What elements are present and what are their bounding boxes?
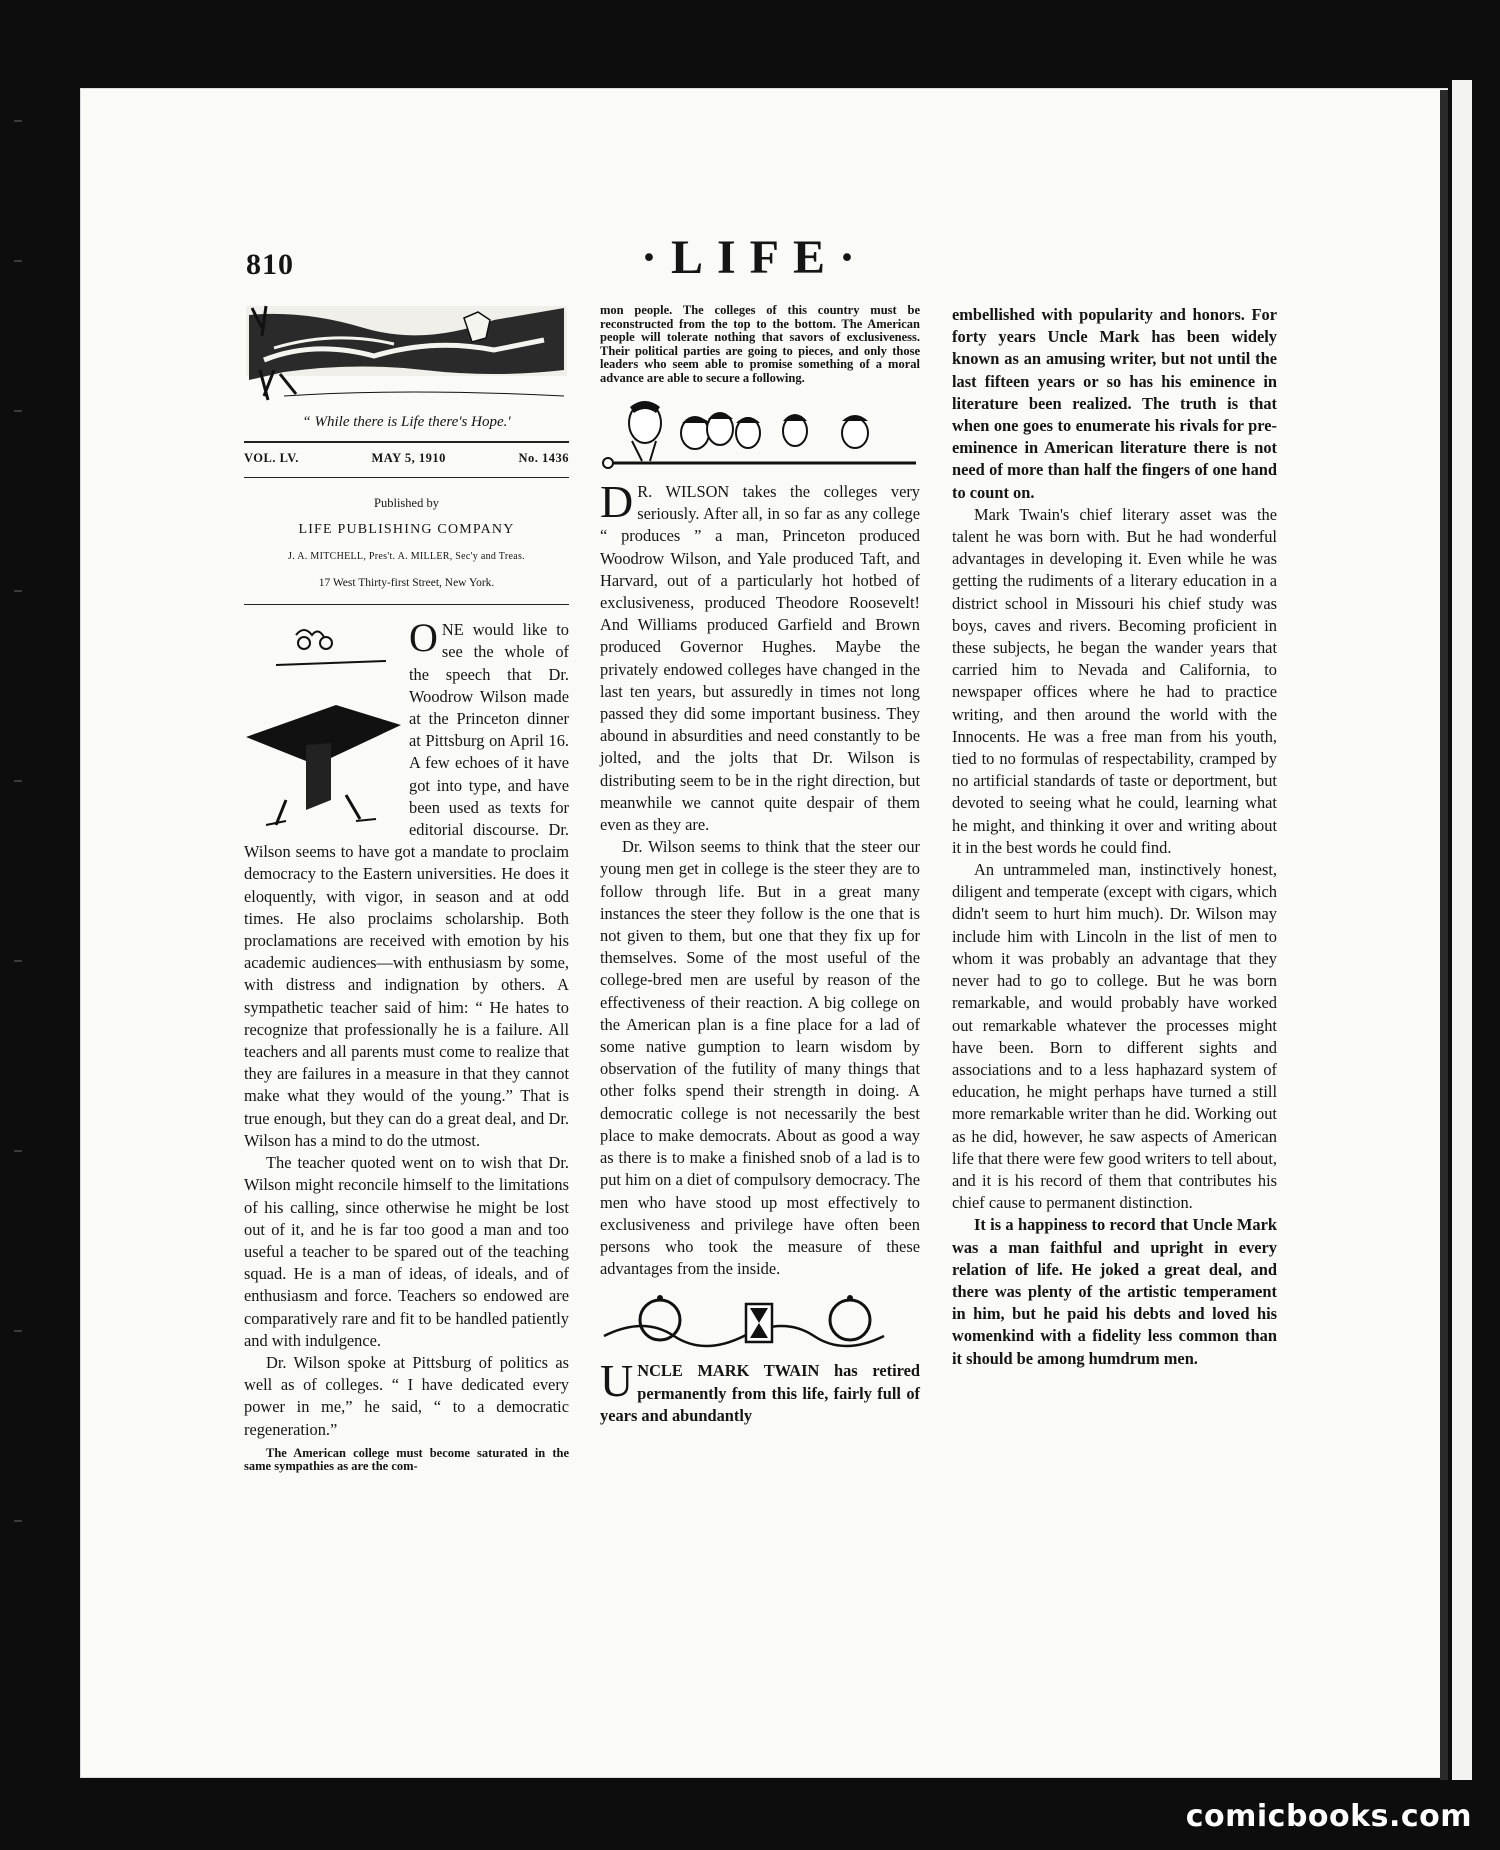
drop-cap: U xyxy=(600,1355,634,1407)
article-paragraph: The teacher quoted went on to wish that Dr. Wilson might reconcile himself to the limitations of his calling, since otherwise he might be lost out of it, and he is far too good a man and too useful a teacher to be spared out of the teaching squad. He is a man of ideas, of ideals, and of enthusiasm and force. Teachers so endowed are comparatively rare and fit to be handled patiently and with indulgence. xyxy=(244,1153,569,1350)
drop-cap: D xyxy=(600,476,634,527)
article-paragraph: Dr. Wilson spoke at Pittsburg of politics as well as of colleges. “ I have dedicated every power in me,” he said, “ to a democratic regeneration.” xyxy=(244,1352,569,1439)
issue-line xyxy=(244,447,569,469)
publisher-name: LIFE PUBLISHING COMPANY xyxy=(298,521,515,537)
publisher-officers: J. A. MITCHELL, Pres't. A. MILLER, Sec'y and Treas. xyxy=(288,550,525,562)
site-watermark: comicbooks.com xyxy=(1185,1799,1472,1834)
volume-label: VOL. LV. xyxy=(244,451,299,466)
masthead-title: ·LIFE· xyxy=(640,231,870,284)
article-paragraph: NCLE MARK TWAIN has retired permanently from this life, fairly full of years and abundantly xyxy=(600,1361,920,1425)
column-3 xyxy=(952,304,1277,1370)
publisher-block xyxy=(244,492,569,605)
editorial-lead xyxy=(244,615,569,1152)
article-paragraph: embellished with popularity and honors. For forty years Uncle Mark has been widely known as an amusing writer, but not until the last fifteen years or so has his eminence in literature been realized. The truth is that when one goes to enumerate his rivals for pre-eminence in American literature there is not need of more than half the fingers of one hand to count on. xyxy=(952,305,1277,502)
article-paragraph: Dr. Wilson seems to think that the steer our young men get in college is the steer they are to follow through life. But in a great many instances the steer they follow is the one that is not given to them, but one that they fix up for themselves. Some of the most useful of the college-bred men are useful by reason of the effectiveness of their reaction. A big college on the American plan is a fine place for a lad of some native gumption to learn wisdom by observation of the futility of many things that other folks spend their strength in doing. A democratic college is not necessarily the best place to make democrats. About as good a way as there is to make a finished snob of a lad is to put him on a diet of compulsory democracy. The men who have stood up most effectively to exclusiveness and privilege have often been persons who took the measure of these advantages from the inside. xyxy=(600,837,920,1279)
article-paragraph: NE would like to see the whole of the speech that Dr. Woodrow Wilson made at the Princeton dinner at Pittsburg on April 16. A few echoes of it have got into type, and have been used as texts for editorial discourse. Dr. Wilson seems to have got a mandate to proclaim democracy to the Eastern universities. He does it eloquently, with vigor, in season and at odd times. He also proclaims scholarship. Both proclamations are received with emotion by his academic audiences—with enthusiasm by some, with distress and indignation by others. A sympathetic teacher said of him: “ He hates to recognize that professionally he is a failure. All teachers and all parents must come to realize that they are failures in a measure in that they cannot make what they would of the young.” That is true enough, but they can do a great deal, and Dr. Wilson has a mind to do the utmost. xyxy=(244,620,569,1150)
publisher-address: 17 West Thirty-first Street, New York. xyxy=(318,577,495,590)
rule xyxy=(244,604,569,605)
wreath-hourglass-ornament xyxy=(600,1290,920,1354)
small-print-text: The American college must become saturated in the same sympathies as are the com- xyxy=(244,1445,569,1474)
mortarboard-illustration xyxy=(236,625,401,835)
published-by: Published by xyxy=(374,496,439,511)
masthead-illustration xyxy=(244,300,569,405)
small-print-text: mon people. The colleges of this country must be reconstructed from the top to the bottom. The American people will tolerate nothing that savors of exclusiveness. Their political parties are going to pieces, and only those leaders who seem able to promise something of a moral advance are able to secure a following. xyxy=(600,303,920,385)
caricature-heads-illustration xyxy=(600,393,920,475)
issue-date: MAY 5, 1910 xyxy=(371,451,446,466)
small-print-paragraph xyxy=(600,304,920,385)
editorial-mark-twain xyxy=(600,1355,920,1427)
article-paragraph: R. WILSON takes the colleges very seriously. After all, in so far as any college “ produces ” a man, Princeton produced Woodrow Wilson, and Yale produced Taft, and Harvard, out of a particularly hot hotbed of exclusiveness, produced Theodore Roosevelt! And Williams produced Garfield and Brown produced Governor Hughes. Maybe the privately endowed colleges have changed in the last ten years, but assuredly in times not long passed they did some important business. They abound in absurdities and need constantly to be jolted, and the jolts that Dr. Wilson is distributing seem to be in the right direction, but meanwhile we cannot quite despair of them even as they are. xyxy=(600,482,920,835)
article-paragraph: It is a happiness to record that Uncle Mark was a man faithful and upright in every relation of life. He joked a great deal, and there was plenty of the artistic temperament in him, but he paid his debts and loved his womenkind with a fidelity less common than it should be among humdrum men. xyxy=(952,1215,1277,1368)
binding-gutter xyxy=(1440,90,1448,1780)
issue-number: No. 1436 xyxy=(518,451,569,466)
scan-edge-marks xyxy=(0,0,60,1850)
facing-page-edge xyxy=(1452,80,1472,1780)
article-paragraph: An untrammeled man, instinctively honest, diligent and temperate (except with cigars, which didn't seem to hurt him much). Dr. Wilson may include him with Lincoln in the list of men to whom it was probably an advantage that they never had to go to college. But he was born remarkable, and would probably have worked out remarkable whatever the processes might have been. Born to different sights and associations and to a less haphazard system of education, he might perhaps have turned a still more remarkable writer than he did. Working out as he did, however, he saw aspects of American life that there were few good writers to tell about, and it is his record of them that contributes his chief cause to permanent distinction. xyxy=(952,860,1277,1213)
drop-cap: O xyxy=(409,615,438,661)
column-2 xyxy=(600,304,920,1427)
editorial-dr-wilson xyxy=(600,476,920,836)
rule xyxy=(244,477,569,478)
rule xyxy=(244,441,569,443)
page-number: 810 xyxy=(246,248,294,281)
motto: “ While there is Life there's Hope.' xyxy=(302,414,511,430)
small-print-paragraph xyxy=(244,1447,569,1474)
article-paragraph: Mark Twain's chief literary asset was the talent he was born with. But he had wonderful advantages in developing it. Even while he was getting the rudiments of a literary education in a district school in Missouri his chief study was boys, caves and rivers. Becoming proficient in these subjects, he began the wander years that carried him to Nevada and California, to newspaper offices where he had to practice writing, and then around the world with the Innocents. He was a free man from his youth, tied to no formulas of respectability, cramped by no artificial standards of taste or deportment, but devoted to seeing what he could, learning what he might, and thinking it over and writing about it in the best words he could find. xyxy=(952,504,1277,857)
landscape-drawing xyxy=(244,300,569,405)
column-1 xyxy=(244,300,569,1474)
